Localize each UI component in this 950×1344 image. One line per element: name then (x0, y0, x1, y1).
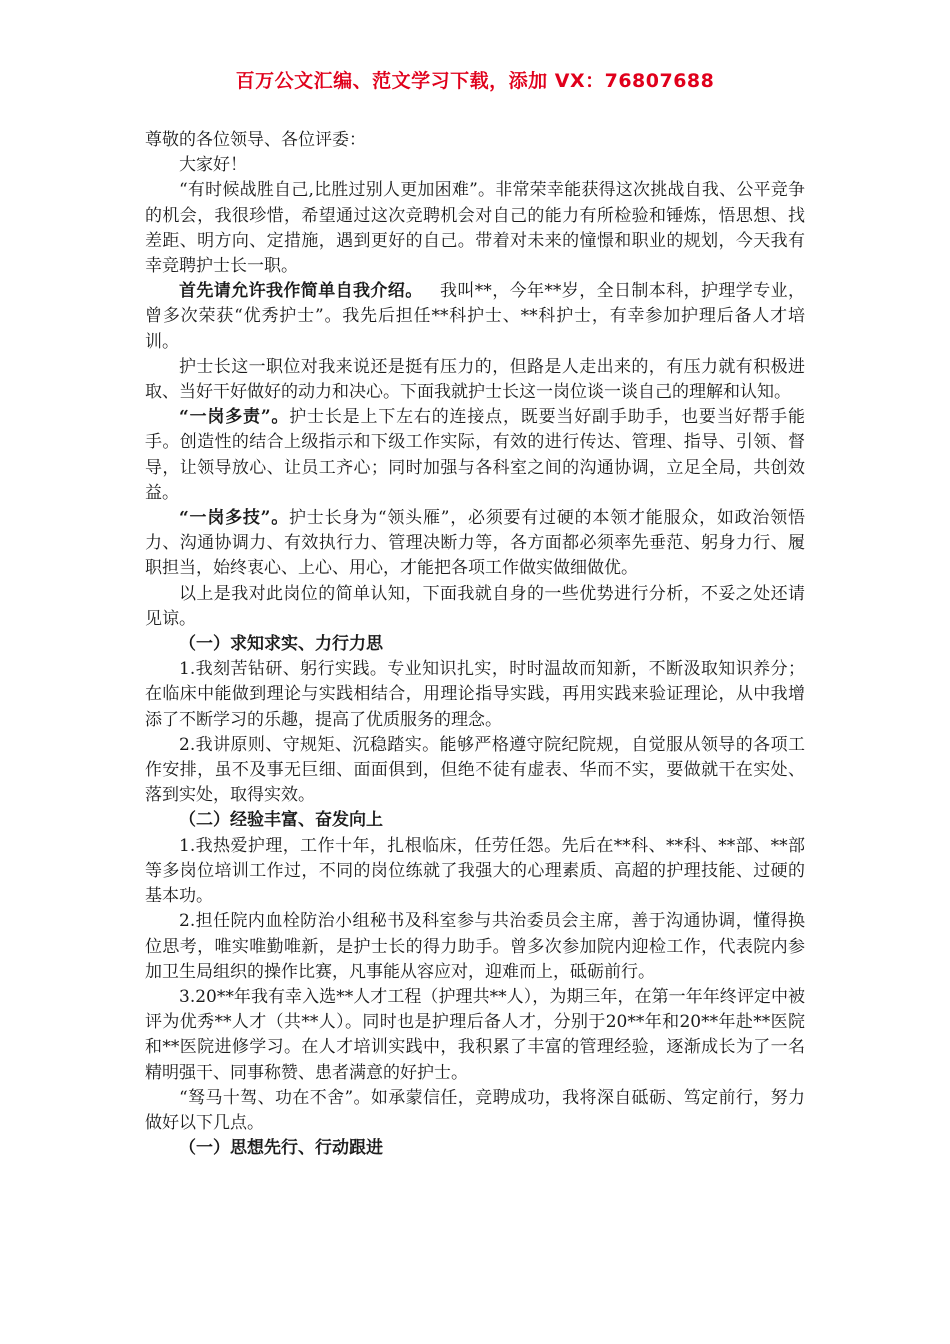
paragraph-2-3: 3.20**年我有幸入选**人才工程（护理共**人），为期三年，在第一年年终评定中被评为优秀**人才（共**人）。同时也是护理后备人才，分别于20**年和20**年赴**医院和**医院进修学习。在人才培训实践中，我积累了丰富的管理经验，逐渐成长为了一名精明强干、同事称赞、患者满意的好护士。 (145, 986, 805, 1083)
skill-body: 护士长身为“领头雁”，必须要有过硬的本领才能服众，如政治领悟力、沟通协调力、有效执行力、管理决断力等，各方面都必须率先垂范、躬身力行、履职担当，始终衷心、上心、用心，才能把各项工作做实做细做优。 (145, 508, 805, 579)
paragraph-self-intro (145, 279, 805, 355)
paragraph-closing: “驽马十驾、功在不舍”。如承蒙信任，竞聘成功，我将深自砥砺、笃定前行，努力做好以下几点。 (145, 1087, 805, 1133)
greeting: 大家好！ (179, 155, 247, 176)
duty-body: 护士长是上下左右的连接点，既要当好副手助手，也要当好帮手能手。创造性的结合上级指示和下级工作实际，有效的进行传达、管理、指导、引领、督导，让领导放心、让员工齐心；同时加强与各科室之间的沟通协调，立足全局，共创效益。 (145, 407, 805, 503)
speech-body (145, 128, 805, 1161)
paragraph-transition: 以上是我对此岗位的简单认知，下面我就自身的一些优势进行分析，不妥之处还请见谅。 (145, 583, 805, 629)
salutation: 尊敬的各位领导、各位评委： (145, 130, 366, 150)
skill-lead: “一岗多技”。 (179, 508, 290, 529)
paragraph-1-2: 2.我讲原则、守规矩、沉稳踏实。能够严格遵守院纪院规，自觉服从领导的各项工作安排，虽不及事无巨细、面面俱到，但绝不徒有虚表、华而不实，要做就干在实处、落到实处，取得实效。 (145, 734, 805, 806)
paragraph-2-1: 1.我热爱护理，工作十年，扎根临床，任劳任怨。先后在**科、**科、**部、**部等多岗位培训工作过，不同的岗位练就了我强大的心理素质、高超的护理技能、过硬的基本功。 (145, 835, 805, 907)
section-heading-2: （二）经验丰富、奋发向上 (179, 810, 383, 831)
paragraph-2-2: 2.担任院内血栓防治小组秘书及科室参与共治委员会主席，善于沟通协调，懂得换位思考，唯实唯勤唯新，是护士长的得力助手。曾多次参加院内迎检工作，代表院内参加卫生局组织的操作比赛，凡事能从容应对，迎难而上，砥砺前行。 (145, 911, 805, 982)
duty-lead: “一岗多责”。 (179, 407, 290, 428)
self-intro-lead: 首先请允许我作简单自我介绍。 (179, 281, 423, 302)
paragraph-pressure: 护士长这一职位对我来说还是挺有压力的，但路是人走出来的，有压力就有积极进取、当好干好做好的动力和决心。下面我就护士长这一岗位谈一谈自己的理解和认知。 (145, 356, 805, 403)
self-intro-body: 我叫**，今年**岁，全日制本科，护理学专业，曾多次荣获“优秀护士”。我先后担任**科护士、**科护士，有幸参加护理后备人才培训。 (145, 281, 806, 352)
watermark-banner: 百万公文汇编、范文学习下载，添加 VX：76807688 (235, 70, 715, 92)
paragraph-1-1: 1.我刻苦钻研、躬行实践。专业知识扎实，时时温故而知新，不断汲取知识养分；在临床中能做到理论与实践相结合，用理论指导实践，再用实践来验证理论，从中我增添了不断学习的乐趣，提高了优质服务的理念。 (145, 659, 805, 730)
section-heading-1: （一）求知求实、力行力思 (179, 634, 383, 655)
section-heading-3: （一）思想先行、行动跟进 (179, 1138, 383, 1159)
paragraph-duty (145, 405, 805, 506)
paragraph-intro: “有时候战胜自己,比胜过别人更加困难”。非常荣幸能获得这次挑战自我、公平竞争的机会，我很珍惜，希望通过这次竞聘机会对自己的能力有所检验和锤炼，悟思想、找差距、明方向、定措施，遇到更好的自己。带着对未来的憧憬和职业的规划，今天我有幸竞聘护士长一职。 (145, 180, 805, 277)
paragraph-skill (145, 506, 805, 582)
